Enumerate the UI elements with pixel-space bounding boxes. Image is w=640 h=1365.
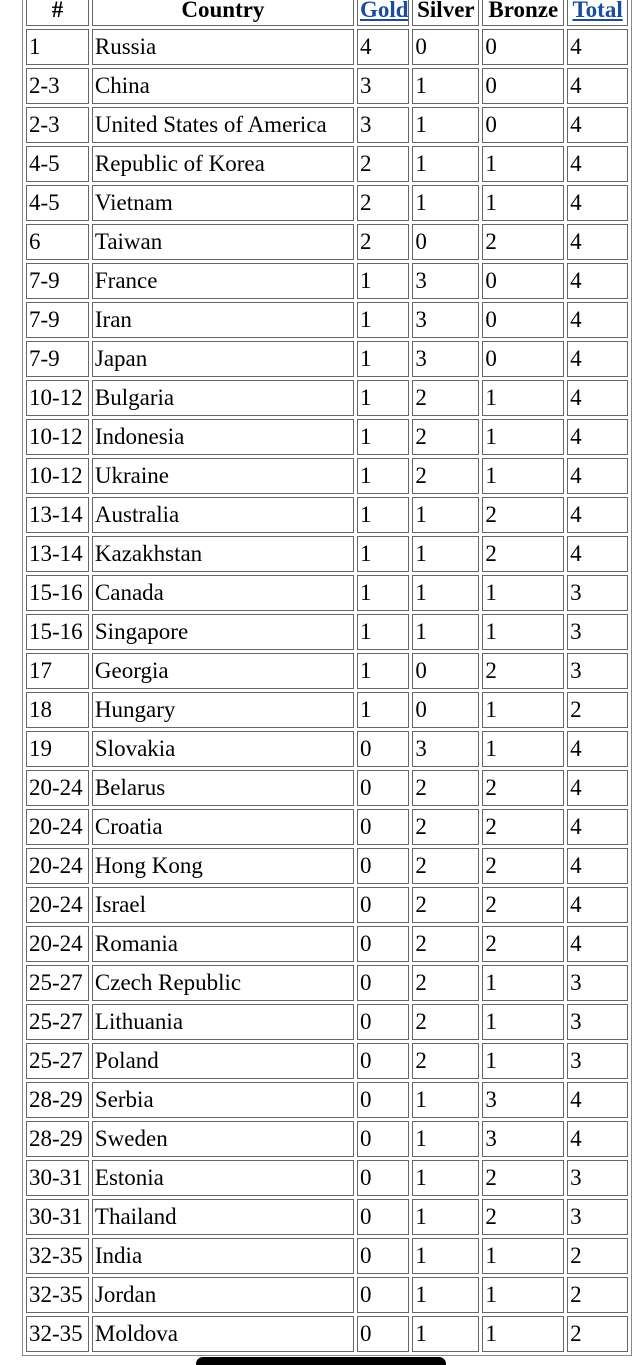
cell-country: Romania [92, 926, 354, 962]
cell-rank: 1 [26, 29, 89, 65]
cell-bronze: 0 [482, 302, 564, 338]
table-row [26, 770, 628, 806]
header-bronze: Bronze [482, 0, 564, 26]
cell-total: 4 [567, 731, 628, 767]
cell-country: Estonia [92, 1160, 354, 1196]
cell-rank: 32-35 [26, 1316, 89, 1352]
cell-country: Serbia [92, 1082, 354, 1118]
cell-gold: 1 [357, 263, 409, 299]
cell-silver: 3 [412, 341, 479, 377]
cell-bronze: 2 [482, 926, 564, 962]
table-row [26, 731, 628, 767]
cell-silver: 1 [412, 497, 479, 533]
cell-gold: 1 [357, 575, 409, 611]
header-row [26, 0, 628, 26]
table-row [26, 848, 628, 884]
sort-gold-link[interactable]: Gold [359, 0, 409, 22]
cell-bronze: 1 [482, 1004, 564, 1040]
table-row [26, 263, 628, 299]
table-row [26, 68, 628, 104]
cell-country: Australia [92, 497, 354, 533]
cell-rank: 20-24 [26, 809, 89, 845]
cell-rank: 25-27 [26, 1004, 89, 1040]
cell-gold: 1 [357, 614, 409, 650]
cell-country: Belarus [92, 770, 354, 806]
cell-gold: 1 [357, 497, 409, 533]
cell-country: Singapore [92, 614, 354, 650]
cell-gold: 0 [357, 965, 409, 1001]
cell-country: Jordan [92, 1277, 354, 1313]
cell-total: 4 [567, 497, 628, 533]
cell-silver: 1 [412, 1121, 479, 1157]
table-row [26, 575, 628, 611]
cell-total: 4 [567, 458, 628, 494]
cell-gold: 0 [357, 1238, 409, 1274]
cell-bronze: 0 [482, 341, 564, 377]
cell-silver: 2 [412, 848, 479, 884]
cell-bronze: 2 [482, 536, 564, 572]
table-row [26, 926, 628, 962]
cell-rank: 15-16 [26, 575, 89, 611]
cell-bronze: 1 [482, 419, 564, 455]
table-row [26, 1121, 628, 1157]
cell-country: Croatia [92, 809, 354, 845]
table-row [26, 497, 628, 533]
cell-total: 4 [567, 68, 628, 104]
table-row [26, 965, 628, 1001]
cell-silver: 3 [412, 263, 479, 299]
cell-total: 2 [567, 1238, 628, 1274]
table-row [26, 1004, 628, 1040]
cell-silver: 1 [412, 536, 479, 572]
cell-gold: 4 [357, 29, 409, 65]
table-row [26, 224, 628, 260]
cell-gold: 2 [357, 146, 409, 182]
cell-total: 2 [567, 1277, 628, 1313]
cell-total: 4 [567, 263, 628, 299]
cell-gold: 1 [357, 302, 409, 338]
cell-country: Canada [92, 575, 354, 611]
cell-silver: 1 [412, 185, 479, 221]
cell-bronze: 1 [482, 692, 564, 728]
cell-bronze: 2 [482, 809, 564, 845]
cell-country: China [92, 68, 354, 104]
cell-gold: 0 [357, 1199, 409, 1235]
cell-total: 3 [567, 575, 628, 611]
cell-rank: 20-24 [26, 770, 89, 806]
cell-bronze: 2 [482, 1199, 564, 1235]
table-row [26, 614, 628, 650]
table-row [26, 1199, 628, 1235]
cell-total: 4 [567, 1082, 628, 1118]
cell-gold: 3 [357, 68, 409, 104]
cell-total: 4 [567, 107, 628, 143]
cell-rank: 4-5 [26, 185, 89, 221]
cell-bronze: 1 [482, 185, 564, 221]
cell-rank: 17 [26, 653, 89, 689]
cell-country: Hong Kong [92, 848, 354, 884]
cell-total: 4 [567, 29, 628, 65]
cell-rank: 10-12 [26, 458, 89, 494]
cell-rank: 6 [26, 224, 89, 260]
header-gold[interactable] [357, 0, 409, 26]
cell-silver: 1 [412, 68, 479, 104]
cell-total: 4 [567, 926, 628, 962]
cell-total: 2 [567, 692, 628, 728]
cell-gold: 0 [357, 1316, 409, 1352]
cell-rank: 10-12 [26, 419, 89, 455]
cell-gold: 0 [357, 848, 409, 884]
header-rank: # [26, 0, 89, 26]
table-row [26, 1316, 628, 1352]
cell-bronze: 1 [482, 1277, 564, 1313]
cell-bronze: 2 [482, 770, 564, 806]
cell-bronze: 0 [482, 68, 564, 104]
cell-country: Czech Republic [92, 965, 354, 1001]
cell-rank: 7-9 [26, 263, 89, 299]
cell-total: 4 [567, 146, 628, 182]
cell-silver: 3 [412, 731, 479, 767]
table-row [26, 107, 628, 143]
table-row [26, 185, 628, 221]
cell-country: Georgia [92, 653, 354, 689]
cell-country: Taiwan [92, 224, 354, 260]
cell-rank: 25-27 [26, 1043, 89, 1079]
cell-bronze: 1 [482, 1238, 564, 1274]
cell-total: 4 [567, 185, 628, 221]
cell-bronze: 0 [482, 29, 564, 65]
cell-rank: 25-27 [26, 965, 89, 1001]
cell-silver: 2 [412, 926, 479, 962]
cell-total: 2 [567, 1316, 628, 1352]
cell-rank: 4-5 [26, 146, 89, 182]
cell-gold: 1 [357, 692, 409, 728]
cell-gold: 2 [357, 224, 409, 260]
cell-country: Thailand [92, 1199, 354, 1235]
cell-total: 4 [567, 380, 628, 416]
cell-bronze: 2 [482, 224, 564, 260]
cell-gold: 1 [357, 536, 409, 572]
table-row [26, 1043, 628, 1079]
cell-silver: 2 [412, 458, 479, 494]
cell-country: India [92, 1238, 354, 1274]
cell-silver: 1 [412, 1199, 479, 1235]
cell-gold: 0 [357, 1004, 409, 1040]
cell-country: Slovakia [92, 731, 354, 767]
cell-silver: 1 [412, 575, 479, 611]
table-row [26, 692, 628, 728]
cell-gold: 0 [357, 809, 409, 845]
cell-country: United States of America [92, 107, 354, 143]
cell-bronze: 1 [482, 575, 564, 611]
cell-country: France [92, 263, 354, 299]
cell-silver: 0 [412, 224, 479, 260]
table-row [26, 1082, 628, 1118]
cell-country: Bulgaria [92, 380, 354, 416]
cell-total: 3 [567, 1199, 628, 1235]
cell-silver: 2 [412, 1004, 479, 1040]
cell-gold: 1 [357, 341, 409, 377]
cell-total: 3 [567, 653, 628, 689]
table-row [26, 1160, 628, 1196]
table-header [26, 0, 628, 26]
cell-bronze: 0 [482, 107, 564, 143]
cell-total: 4 [567, 770, 628, 806]
cell-rank: 10-12 [26, 380, 89, 416]
cell-rank: 28-29 [26, 1082, 89, 1118]
cell-country: Iran [92, 302, 354, 338]
cell-country: Ukraine [92, 458, 354, 494]
cell-total: 4 [567, 536, 628, 572]
cell-country: Republic of Korea [92, 146, 354, 182]
cell-rank: 20-24 [26, 887, 89, 923]
cell-total: 3 [567, 614, 628, 650]
cell-bronze: 1 [482, 614, 564, 650]
cell-silver: 2 [412, 419, 479, 455]
cell-country: Lithuania [92, 1004, 354, 1040]
cell-bronze: 1 [482, 1316, 564, 1352]
cell-bronze: 2 [482, 1160, 564, 1196]
cell-gold: 2 [357, 185, 409, 221]
cell-bronze: 0 [482, 263, 564, 299]
sort-total-link[interactable]: Total [572, 0, 623, 22]
cell-gold: 0 [357, 770, 409, 806]
cell-gold: 0 [357, 1043, 409, 1079]
cell-rank: 2-3 [26, 107, 89, 143]
cell-rank: 32-35 [26, 1238, 89, 1274]
cell-gold: 0 [357, 731, 409, 767]
cell-rank: 19 [26, 731, 89, 767]
table-row [26, 302, 628, 338]
cell-bronze: 3 [482, 1082, 564, 1118]
table-row [26, 1277, 628, 1313]
table-row [26, 809, 628, 845]
cell-bronze: 1 [482, 731, 564, 767]
table-row [26, 653, 628, 689]
cell-total: 4 [567, 419, 628, 455]
cell-gold: 0 [357, 1277, 409, 1313]
cell-total: 3 [567, 1004, 628, 1040]
cell-rank: 30-31 [26, 1199, 89, 1235]
table-row [26, 419, 628, 455]
cell-total: 4 [567, 341, 628, 377]
cell-total: 3 [567, 1043, 628, 1079]
cell-gold: 0 [357, 1121, 409, 1157]
cell-gold: 3 [357, 107, 409, 143]
cell-total: 4 [567, 224, 628, 260]
cell-country: Vietnam [92, 185, 354, 221]
cell-silver: 0 [412, 29, 479, 65]
cell-gold: 1 [357, 380, 409, 416]
cell-rank: 13-14 [26, 536, 89, 572]
cell-country: Indonesia [92, 419, 354, 455]
table-row [26, 380, 628, 416]
cell-rank: 28-29 [26, 1121, 89, 1157]
cell-silver: 2 [412, 965, 479, 1001]
cell-silver: 1 [412, 107, 479, 143]
cell-country: Kazakhstan [92, 536, 354, 572]
cell-total: 4 [567, 887, 628, 923]
cell-rank: 15-16 [26, 614, 89, 650]
cell-total: 3 [567, 1160, 628, 1196]
cell-country: Moldova [92, 1316, 354, 1352]
cell-silver: 2 [412, 380, 479, 416]
cell-silver: 1 [412, 1277, 479, 1313]
cell-rank: 7-9 [26, 341, 89, 377]
cell-silver: 3 [412, 302, 479, 338]
table-body [26, 29, 628, 1352]
table-row [26, 29, 628, 65]
cell-total: 4 [567, 809, 628, 845]
cell-bronze: 1 [482, 380, 564, 416]
table-row [26, 341, 628, 377]
table-row [26, 1238, 628, 1274]
cell-silver: 1 [412, 614, 479, 650]
cell-rank: 7-9 [26, 302, 89, 338]
cell-gold: 1 [357, 419, 409, 455]
cell-silver: 0 [412, 692, 479, 728]
cell-silver: 2 [412, 887, 479, 923]
cell-bronze: 2 [482, 887, 564, 923]
cell-gold: 1 [357, 458, 409, 494]
cell-country: Israel [92, 887, 354, 923]
cell-silver: 1 [412, 146, 479, 182]
cell-bronze: 1 [482, 458, 564, 494]
cell-bronze: 2 [482, 848, 564, 884]
cell-silver: 1 [412, 1160, 479, 1196]
cell-silver: 1 [412, 1238, 479, 1274]
cell-country: Japan [92, 341, 354, 377]
cell-country: Poland [92, 1043, 354, 1079]
cell-gold: 0 [357, 887, 409, 923]
cell-country: Russia [92, 29, 354, 65]
table-row [26, 146, 628, 182]
cell-bronze: 2 [482, 497, 564, 533]
cell-silver: 2 [412, 770, 479, 806]
cell-gold: 0 [357, 1082, 409, 1118]
cell-silver: 0 [412, 653, 479, 689]
cell-silver: 1 [412, 1316, 479, 1352]
cell-bronze: 1 [482, 965, 564, 1001]
cell-total: 3 [567, 965, 628, 1001]
medal-table [22, 0, 632, 1356]
cell-bronze: 3 [482, 1121, 564, 1157]
table-row [26, 458, 628, 494]
cell-gold: 0 [357, 926, 409, 962]
table-row [26, 536, 628, 572]
cell-rank: 13-14 [26, 497, 89, 533]
cell-rank: 30-31 [26, 1160, 89, 1196]
cell-bronze: 1 [482, 146, 564, 182]
header-country: Country [92, 0, 354, 26]
home-indicator[interactable] [196, 1357, 446, 1365]
cell-total: 4 [567, 1121, 628, 1157]
header-silver: Silver [412, 0, 479, 26]
header-total[interactable] [567, 0, 628, 26]
cell-silver: 1 [412, 1082, 479, 1118]
cell-rank: 18 [26, 692, 89, 728]
cell-rank: 20-24 [26, 926, 89, 962]
cell-rank: 20-24 [26, 848, 89, 884]
cell-rank: 2-3 [26, 68, 89, 104]
cell-gold: 0 [357, 1160, 409, 1196]
table-row [26, 887, 628, 923]
cell-country: Sweden [92, 1121, 354, 1157]
cell-bronze: 1 [482, 1043, 564, 1079]
cell-silver: 2 [412, 1043, 479, 1079]
cell-country: Hungary [92, 692, 354, 728]
medal-table-container [22, 0, 632, 1356]
cell-rank: 32-35 [26, 1277, 89, 1313]
cell-total: 4 [567, 302, 628, 338]
cell-gold: 1 [357, 653, 409, 689]
cell-bronze: 2 [482, 653, 564, 689]
cell-total: 4 [567, 848, 628, 884]
cell-silver: 2 [412, 809, 479, 845]
